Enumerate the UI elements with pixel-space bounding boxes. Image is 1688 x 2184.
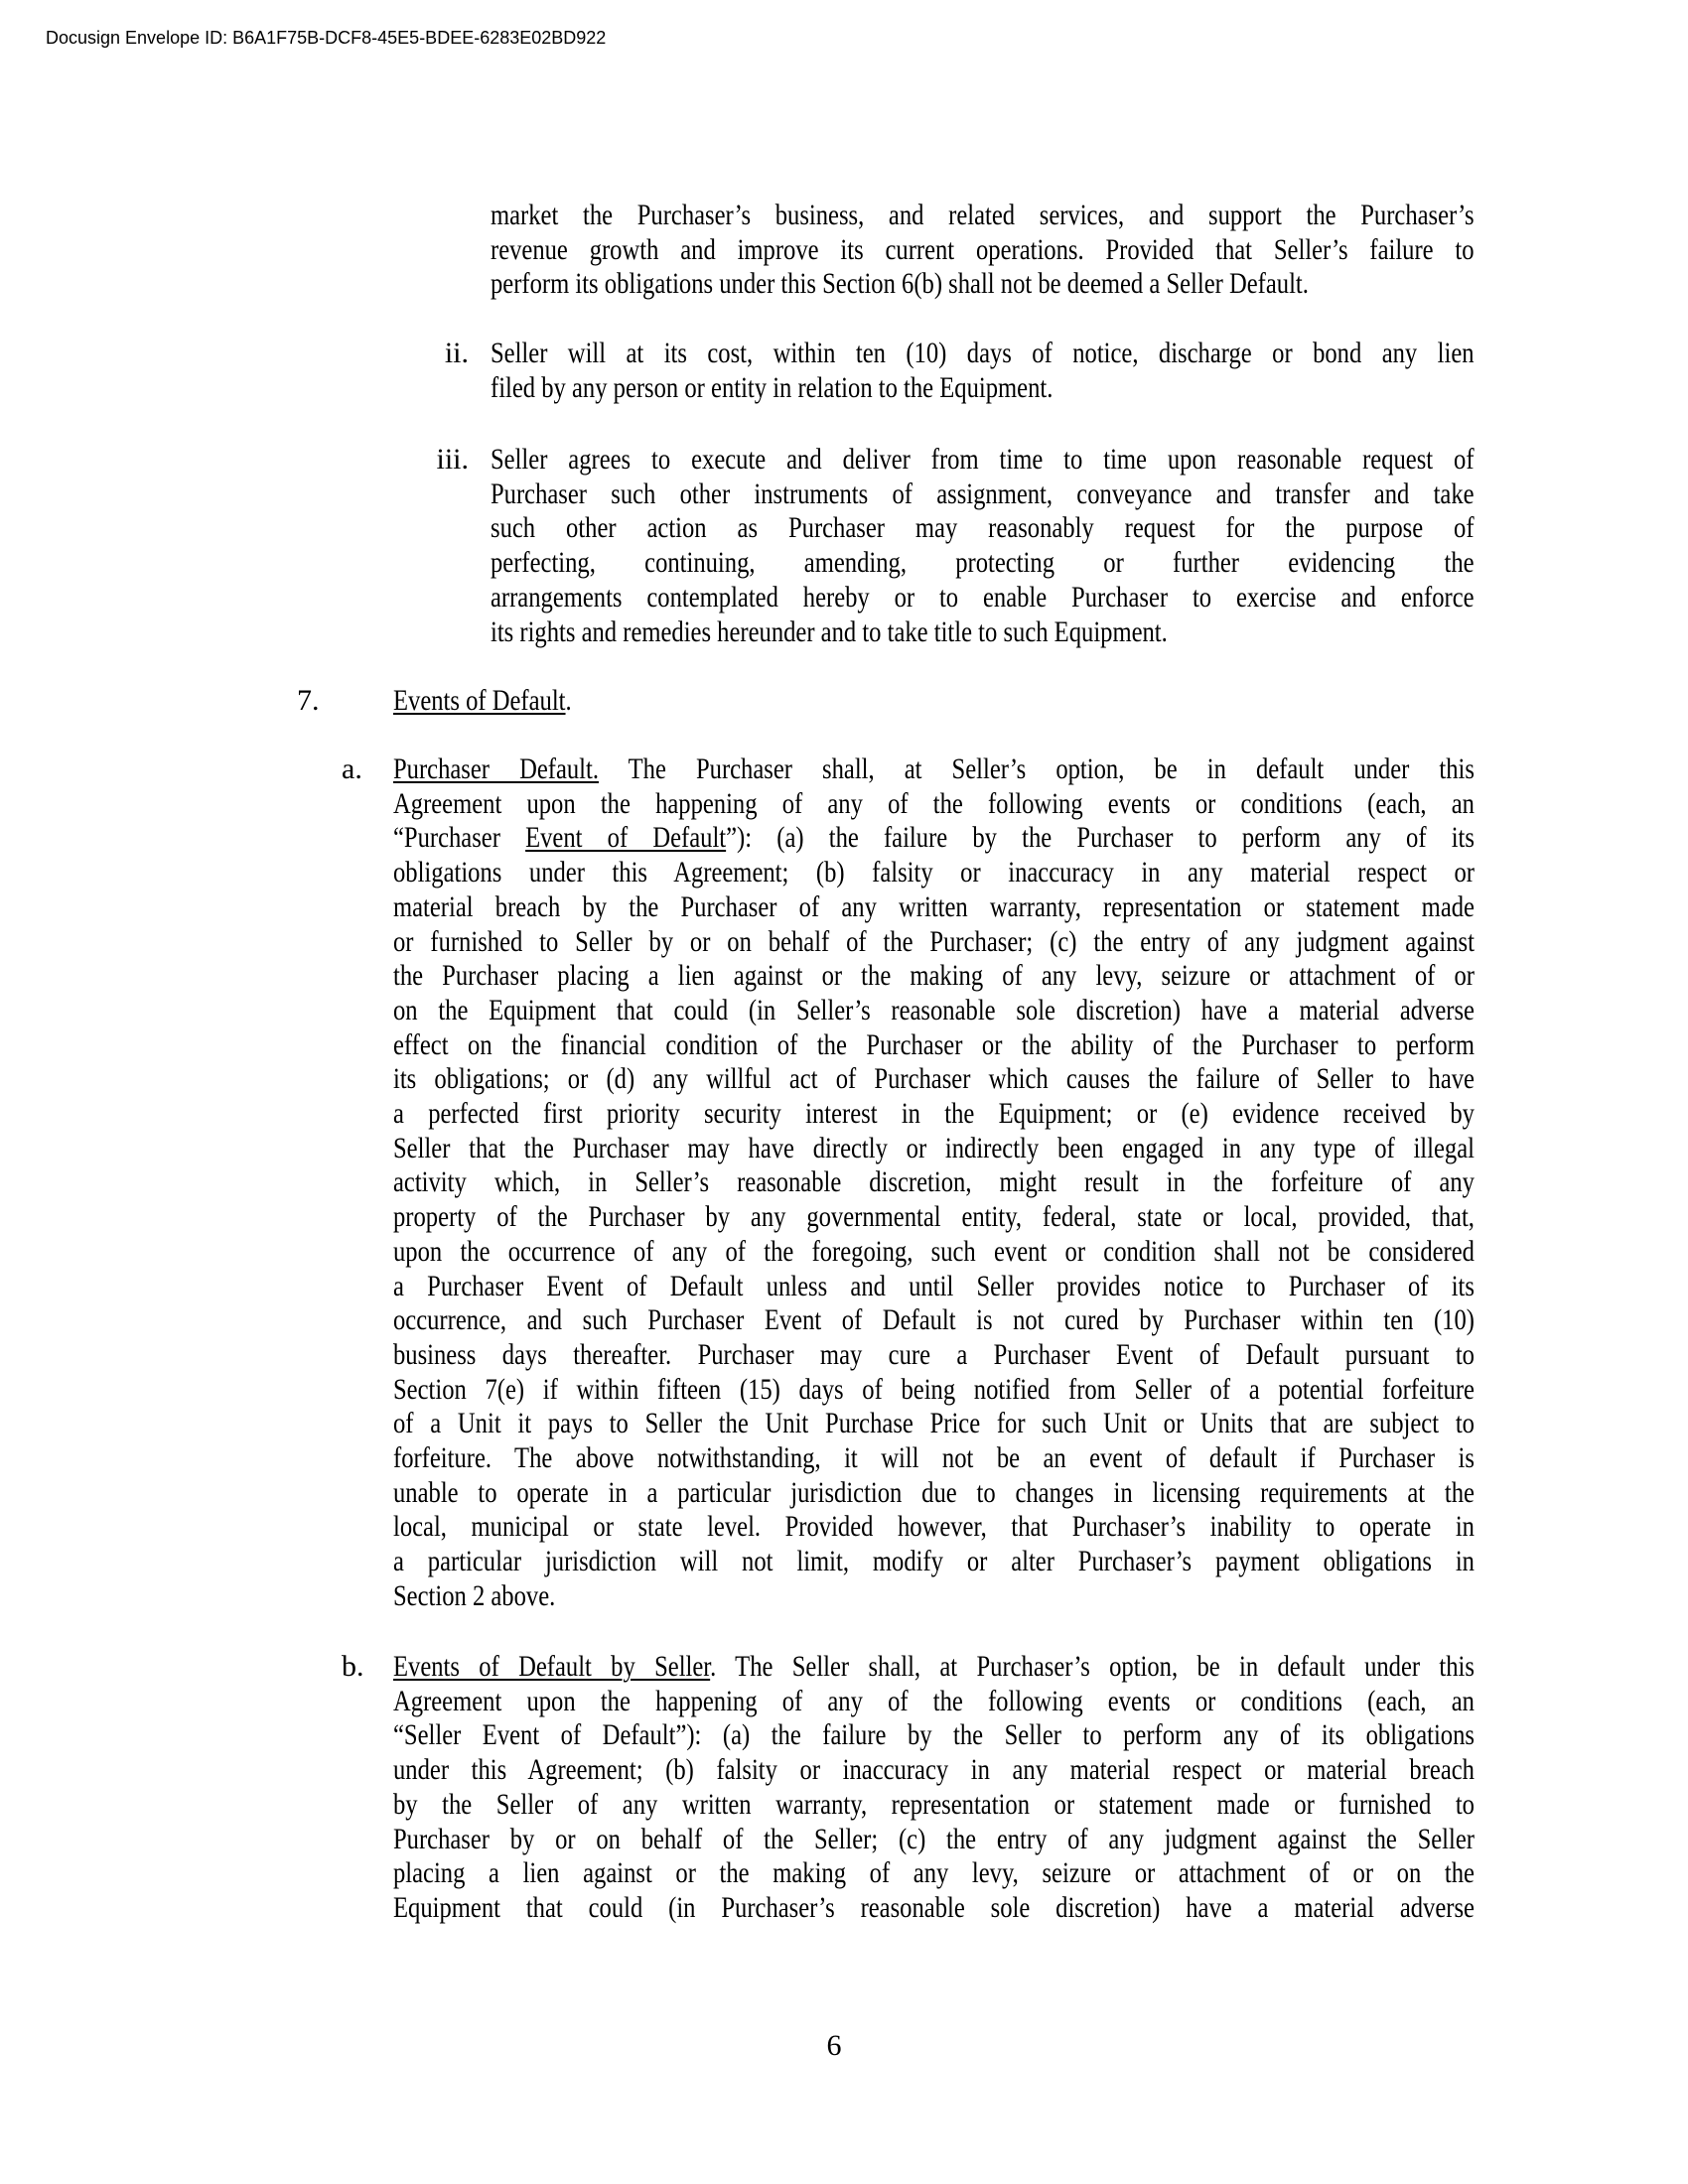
text-line: perfecting, continuing, amending, protecting or further evidencing the [491, 546, 1475, 580]
text-line: under this Agreement; (b) falsity or inaccuracy in any material respect or material breach [393, 1753, 1475, 1787]
text-line: Agreement upon the happening of any of the following events or conditions (each, an [393, 786, 1475, 820]
text-line: perform its obligations under this Section 6(b) shall not be deemed a Seller Default. [491, 267, 1309, 301]
section-7-number: 7. [297, 684, 320, 717]
text-line: obligations under this Agreement; (b) falsity or inaccuracy in any material respect or [393, 856, 1475, 889]
text-line [393, 821, 1475, 856]
text-line: of a Unit it pays to Seller the Unit Purchase Price for such Unit or Units that are subject to [393, 1407, 1475, 1440]
text-line: Seller agrees to execute and deliver from time to time upon reasonable request of [491, 443, 1475, 476]
text-line: arrangements contemplated hereby or to enable Purchaser to exercise and enforce [491, 580, 1475, 614]
text-line: a perfected first priority security interest in the Equipment; or (e) evidence received by [393, 1097, 1475, 1131]
text-line: its rights and remedies hereunder and to take title to such Equipment. [491, 614, 1168, 648]
text-line: on the Equipment that could (in Seller’s reasonable sole discretion) have a material adverse [393, 993, 1475, 1026]
text-line: such other action as Purchaser may reasonably request for the purpose of [491, 511, 1475, 545]
item-iii-paragraph [491, 443, 1475, 649]
text-line: Seller will at its cost, within ten (10) days of notice, discharge or bond any lien [491, 337, 1475, 369]
continuation-paragraph [491, 199, 1475, 302]
section-7-title-period: . [565, 684, 572, 717]
text-line: Agreement upon the happening of any of the following events or conditions (each, an [393, 1684, 1475, 1717]
text-line: Purchaser by or on behalf of the Seller; (c) the entry of any judgment against the Seller [393, 1822, 1475, 1855]
section-7-heading [393, 684, 572, 719]
text-line: effect on the financial condition of the Purchaser or the ability of the Purchaser to perform [393, 1027, 1475, 1061]
text-line: a particular jurisdiction will not limit, modify or alter Purchaser’s payment obligations in [393, 1545, 1475, 1578]
text-line: placing a lien against or the making of any levy, seizure or attachment of or on the [393, 1856, 1475, 1890]
text-segment: ”): (a) the failure by the Purchaser to perform any of its [726, 821, 1475, 855]
text-line: material breach by the Purchaser of any written warranty, representation or statement made [393, 889, 1475, 923]
item-ii-numeral: ii. [444, 337, 469, 369]
section-7a-paragraph [393, 752, 1475, 1614]
text-segment: . The Seller shall, at Purchaser’s option, be in default under this [710, 1650, 1475, 1683]
text-line: the Purchaser placing a lien against or the making of any levy, seizure or attachment of or [393, 959, 1475, 993]
text-line: unable to operate in a particular jurisdiction due to changes in licensing requirements at the [393, 1475, 1475, 1509]
text-segment: The Purchaser shall, at Seller’s option, be in default under this [598, 752, 1475, 785]
underlined-heading: Events of Default by Seller [393, 1650, 711, 1683]
section-7b-paragraph [393, 1650, 1475, 1926]
item-iii-numeral: iii. [436, 443, 469, 476]
text-line: Seller that the Purchaser may have directly or indirectly been engaged in any type of illegal [393, 1131, 1475, 1164]
text-line: forfeiture. The above notwithstanding, it will not be an event of default if Purchaser is [393, 1441, 1475, 1475]
text-line [393, 1650, 1475, 1685]
text-line: or furnished to Seller by or on behalf of the Purchaser; (c) the entry of any judgment against [393, 924, 1475, 958]
text-segment: “Purchaser [393, 821, 526, 855]
text-line: a Purchaser Event of Default unless and until Seller provides notice to Purchaser of its [393, 1269, 1475, 1302]
section-7a-letter: a. [342, 752, 362, 785]
text-line: revenue growth and improve its current operations. Provided that Seller’s failure to [491, 232, 1475, 266]
item-ii-paragraph [491, 337, 1475, 405]
section-7-title: Events of Default [393, 684, 566, 717]
underlined-heading: Event of Default [525, 821, 727, 855]
text-line: Equipment that could (in Purchaser’s reasonable sole discretion) have a material adverse [393, 1890, 1475, 1924]
text-line: upon the occurrence of any of the foregoing, such event or condition shall not be considered [393, 1234, 1475, 1268]
text-line: its obligations; or (d) any willful act of Purchaser which causes the failure of Seller to have [393, 1062, 1475, 1096]
text-line: market the Purchaser’s business, and related services, and support the Purchaser’s [491, 199, 1475, 231]
page-number: 6 [826, 2029, 842, 2062]
text-line: occurrence, and such Purchaser Event of Default is not cured by Purchaser within ten (10) [393, 1303, 1475, 1337]
text-line: Purchaser such other instruments of assignment, conveyance and transfer and take [491, 477, 1475, 510]
text-line: by the Seller of any written warranty, representation or statement made or furnished to [393, 1787, 1475, 1821]
text-line: Section 7(e) if within fifteen (15) days of being notified from Seller of a potential forfeiture [393, 1372, 1475, 1406]
text-line: filed by any person or entity in relation to the Equipment. [491, 370, 1054, 404]
text-line: local, municipal or state level. Provided however, that Purchaser’s inability to operate in [393, 1510, 1475, 1544]
text-line: activity which, in Seller’s reasonable discretion, might result in the forfeiture of any [393, 1165, 1475, 1199]
text-line: business days thereafter. Purchaser may cure a Purchaser Event of Default pursuant to [393, 1337, 1475, 1371]
text-line [393, 752, 1475, 787]
text-line: “Seller Event of Default”): (a) the failure by the Seller to perform any of its obligations [393, 1718, 1475, 1752]
text-line: Section 2 above. [393, 1578, 556, 1612]
text-line: property of the Purchaser by any governmental entity, federal, state or local, provided, that, [393, 1200, 1475, 1234]
section-7b-letter: b. [342, 1650, 364, 1683]
docusign-envelope-id: Docusign Envelope ID: B6A1F75B-DCF8-45E5-BDEE-6283E02BD922 [46, 28, 607, 48]
underlined-heading: Purchaser Default. [393, 752, 599, 785]
